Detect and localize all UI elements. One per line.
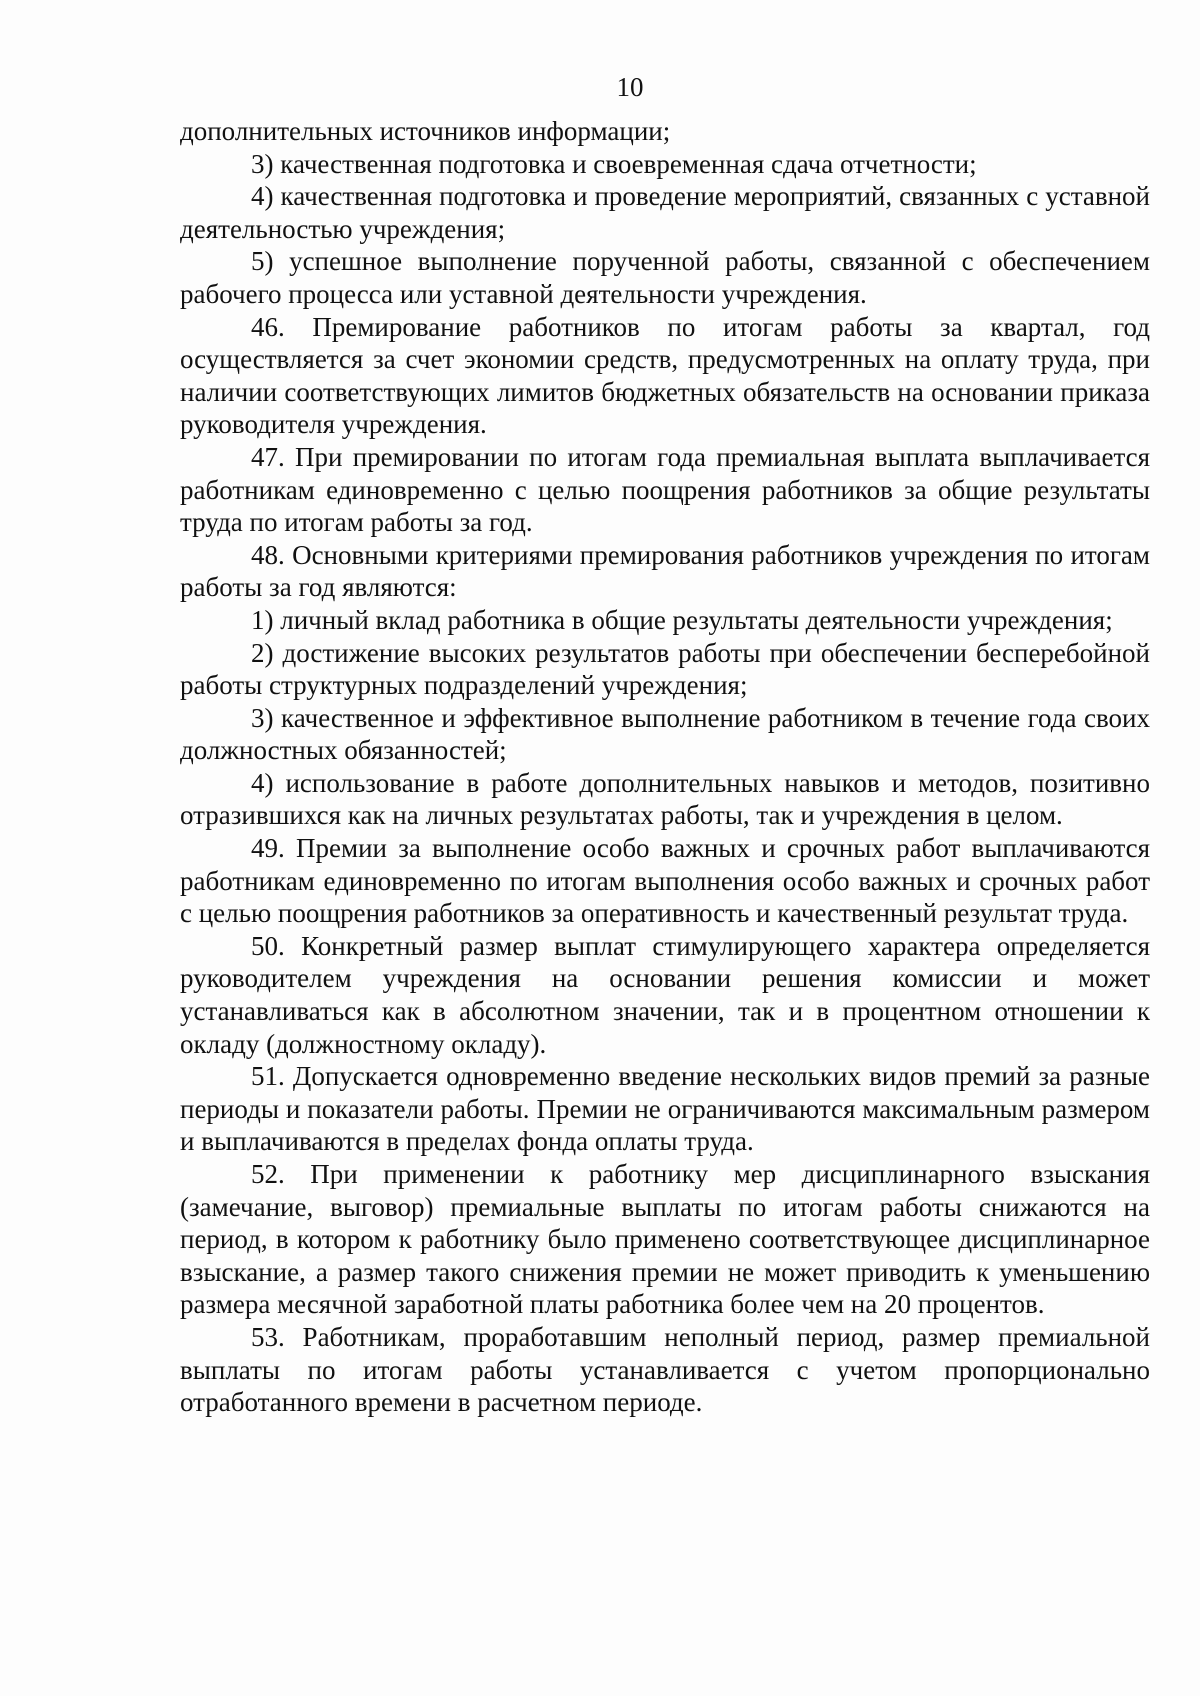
paragraph: 52. При применении к работнику мер дисциплинарного взыскания (замечание, выговор) премиальные выплаты по итогам работы снижаются на период, в котором к работнику было применено соответствующее дисциплинарное взыскание, а размер такого снижения премии не может приводить к уменьшению размера месячной заработной платы работника более чем на 20 процентов. <box>180 1159 1150 1320</box>
paragraph: 50. Конкретный размер выплат стимулирующего характера определяется руководителем учреждения на основании решения комиссии и может устанавливаться как в абсолютном значении, так и в процентном отношении к окладу (должностному окладу). <box>180 930 1150 1059</box>
paragraph: 3) качественное и эффективное выполнение работником в течение года своих должностных обязанностей; <box>180 702 1150 766</box>
paragraph: 48. Основными критериями премирования работников учреждения по итогам работы за год являются: <box>180 539 1150 603</box>
paragraph: 47. При премировании по итогам года премиальная выплата выплачивается работникам единовременно с целью поощрения работников за общие результаты труда по итогам работы за год. <box>180 441 1150 538</box>
paragraph: 5) успешное выполнение порученной работы, связанной с обеспечением рабочего процесса или уставной деятельности учреждения. <box>180 246 1150 309</box>
document-body <box>180 115 1150 1419</box>
paragraph: 1) личный вклад работника в общие результаты деятельности учреждения; <box>251 604 1113 635</box>
paragraph: 4) качественная подготовка и проведение мероприятий, связанных с уставной деятельностью учреждения; <box>180 181 1150 244</box>
paragraph: 3) качественная подготовка и своевременная сдача отчетности; <box>251 148 977 179</box>
paragraph: 51. Допускается одновременно введение нескольких видов премий за разные периоды и показатели работы. Премии не ограничиваются максимальным размером и выплачиваются в пределах фонда оплаты труда. <box>180 1061 1150 1157</box>
page-number: 10 <box>616 72 644 102</box>
paragraph: 4) использование в работе дополнительных навыков и методов, позитивно отразившихся как на личных результатах работы, так и учреждения в целом. <box>180 767 1150 831</box>
paragraph: дополнительных источников информации; <box>180 116 671 146</box>
paragraph: 49. Премии за выполнение особо важных и срочных работ выплачиваются работникам единовременно по итогам выполнения особо важных и срочных работ с целью поощрения работников за оперативность и качественный результат труда. <box>180 833 1150 929</box>
paragraph: 2) достижение высоких результатов работы при обеспечении бесперебойной работы структурных подразделений учреждения; <box>180 637 1150 701</box>
paragraph: 53. Работникам, проработавшим неполный период, размер премиальной выплаты по итогам работы устанавливается с учетом пропорционально отработанного времени в расчетном периоде. <box>180 1321 1150 1418</box>
paragraph: 46. Премирование работников по итогам работы за квартал, год осуществляется за счет экономии средств, предусмотренных на оплату труда, при наличии соответствующих лимитов бюджетных обязательств на основании приказа руководителя учреждения. <box>180 311 1150 440</box>
